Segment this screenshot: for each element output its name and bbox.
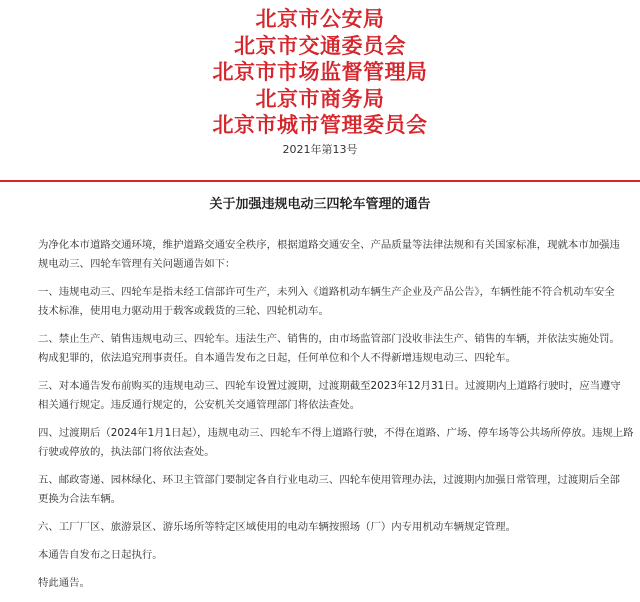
paragraph — [38, 236, 622, 274]
paragraph-line: 二、禁止生产、销售违规电动三、四轮车。违法生产、销售的，由市场监管部门没收非法生产、销售的车辆，并依法实施处罚。 — [38, 333, 620, 345]
issuer-name: 北京市商务局 — [255, 86, 385, 111]
paragraph-line: 相关通行规定。违反通行规定的，公安机关交通管理部门将依法查处。 — [38, 399, 361, 411]
paragraph-line: 一、违规电动三、四轮车是指未经工信部许可生产，未列入《道路机动车辆生产企业及产品公告》，车辆性能不符合机动车安全 — [38, 286, 615, 298]
issuer-header — [0, 0, 640, 139]
header-divider — [0, 180, 640, 182]
document-number: 2021年第13号 — [282, 142, 358, 156]
paragraph-line: 五、邮政寄递、园林绿化、环卫主管部门要制定各自行业电动三、四轮车使用管理办法，过渡期内加强日常管理，过渡期后全部 — [38, 474, 620, 486]
paragraph-line: 构成犯罪的，依法追究刑事责任。自本通告发布之日起，任何单位和个人不得新增违规电动三、四轮车。 — [38, 352, 516, 364]
paragraph — [38, 330, 622, 368]
paragraph-line: 六、工厂厂区、旅游景区、游乐场所等特定区域使用的电动车辆按照场（厂）内专用机动车辆规定管理。 — [38, 521, 516, 533]
paragraph-line: 为净化本市道路交通环境，维护道路交通安全秩序，根据道路交通安全、产品质量等法律法规和有关国家标准，现就本市加强违 — [38, 239, 620, 251]
paragraph-line: 行驶或停放的，执法部门将依法查处。 — [38, 446, 215, 458]
notice-title: 关于加强违规电动三四轮车管理的通告 — [209, 197, 431, 212]
paragraph-line: 技术标准，使用电力驱动用于载客或载货的三轮、四轮机动车。 — [38, 305, 329, 317]
paragraph-line: 四、过渡期后（2024年1月1日起），违规电动三、四轮车不得上道路行驶，不得在道路、广场、停车场等公共场所停放。违规上路 — [38, 427, 634, 439]
paragraph — [38, 377, 622, 415]
paragraph — [38, 424, 634, 462]
paragraph — [38, 574, 622, 593]
issuer-name: 北京市城市管理委员会 — [212, 113, 428, 137]
paragraph-line: 规电动三、四轮车管理有关问题通告如下： — [38, 258, 236, 270]
issuer-name: 北京市公安局 — [255, 7, 385, 31]
paragraph-line: 本通告自发布之日起执行。 — [38, 549, 163, 561]
issuer-name: 北京市交通委员会 — [234, 33, 406, 58]
paragraph-line: 更换为合法车辆。 — [38, 493, 122, 505]
paragraph — [38, 518, 622, 537]
notice-body — [38, 236, 634, 602]
paragraph-line: 三、对本通告发布前购买的违规电动三、四轮车设置过渡期，过渡期截至2023年12月31日。过渡期内上道路行驶时，应当遵守 — [38, 380, 621, 392]
paragraph — [38, 546, 622, 565]
issuer-name: 北京市市场监督管理局 — [212, 60, 428, 84]
paragraph — [38, 283, 622, 321]
paragraph — [38, 471, 622, 509]
paragraph-line: 特此通告。 — [38, 577, 90, 589]
